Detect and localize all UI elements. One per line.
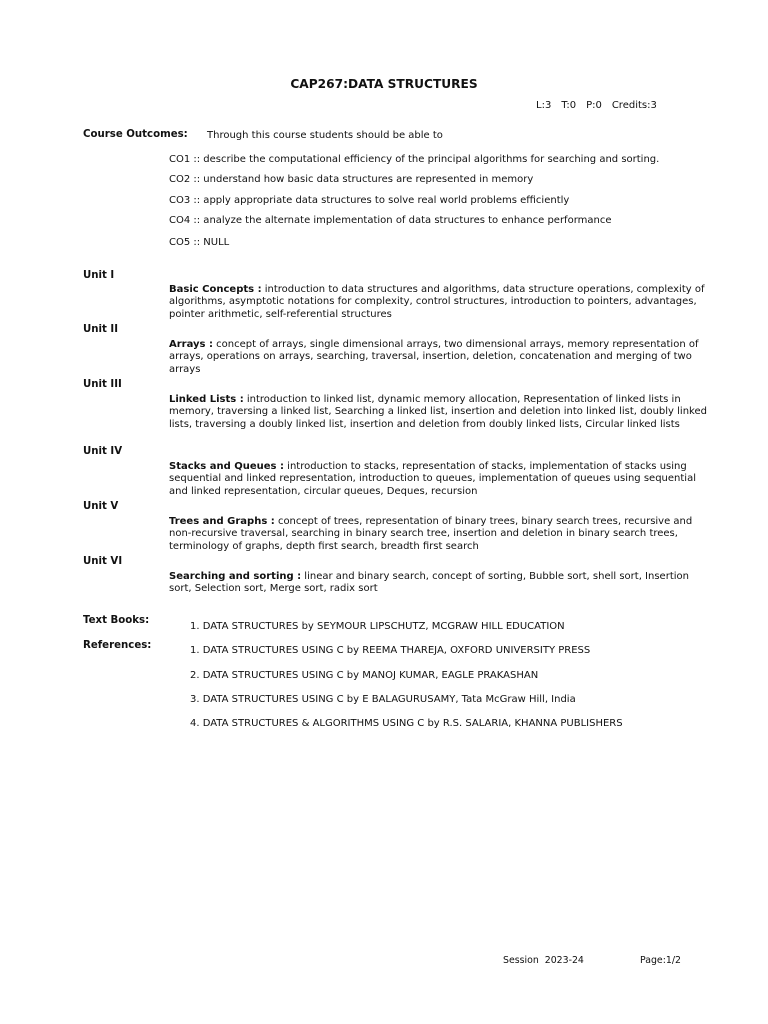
course-title: CAP267:DATA STRUCTURES — [290, 77, 478, 91]
unit-topic: Stacks and Queues : — [169, 461, 284, 472]
unit-description — [169, 461, 709, 498]
references-label: References: — [83, 640, 152, 651]
course-outcome-item: CO3 :: apply appropriate data structures to solve real world problems efficiently — [169, 195, 570, 206]
reference-item: 3. DATA STRUCTURES USING C by E BALAGURUSAMY, Tata McGraw Hill, India — [190, 694, 576, 705]
unit-description — [169, 284, 709, 321]
text-book-item: 1. DATA STRUCTURES by SEYMOUR LIPSCHUTZ, MCGRAW HILL EDUCATION — [190, 621, 565, 632]
unit-label: Unit II — [83, 324, 119, 335]
unit-content: concept of arrays, single dimensional arrays, two dimensional arrays, memory representation of arrays, operations on arrays, searching, traversal, insertion, deletion, concatenation and merging of two arrays — [169, 339, 699, 375]
unit-description — [169, 394, 709, 431]
unit-topic: Trees and Graphs : — [169, 516, 275, 527]
reference-item: 1. DATA STRUCTURES USING C by REEMA THAREJA, OXFORD UNIVERSITY PRESS — [190, 645, 591, 656]
unit-description — [169, 571, 709, 596]
unit-topic: Basic Concepts : — [169, 284, 262, 295]
practical-hours: P:0 — [586, 100, 602, 111]
unit-description — [169, 516, 709, 553]
lecture-hours: L:3 — [536, 100, 552, 111]
unit-content: concept of trees, representation of binary trees, binary search trees, recursive and non-recursive traversal, searching in binary search tree, insertion and deletion in binary search trees, terminology of graphs, depth first search, breadth first search — [169, 516, 693, 552]
unit-label: Unit IV — [83, 446, 123, 457]
course-outcome-item: CO1 :: describe the computational efficiency of the principal algorithms for searching and sorting. — [169, 154, 660, 165]
unit-content: introduction to stacks, representation of stacks, implementation of stacks using sequential and linked representation, introduction to queues, implementation of queues using sequential and linked representation, circular queues, Deques, recursion — [169, 461, 696, 497]
page-number: Page:1/2 — [640, 955, 681, 966]
unit-label: Unit VI — [83, 556, 123, 567]
text-books-label: Text Books: — [83, 615, 150, 626]
unit-topic: Arrays : — [169, 339, 213, 350]
unit-label: Unit III — [83, 379, 122, 390]
session-label: Session 2023-24 — [503, 955, 584, 966]
tutorial-hours: T:0 — [561, 100, 577, 111]
unit-topic: Searching and sorting : — [169, 571, 302, 582]
unit-topic: Linked Lists : — [169, 394, 244, 405]
unit-content: linear and binary search, concept of sorting, Bubble sort, shell sort, Insertion sort, Selection sort, Merge sort, radix sort — [169, 571, 689, 595]
unit-description — [169, 339, 709, 376]
unit-content: introduction to data structures and algorithms, data structure operations, complexity of algorithms, asymptotic notations for complexity, control structures, introduction to pointers, advantages, pointer arithmetic, self-referential structures — [169, 284, 705, 320]
course-outcome-item: CO4 :: analyze the alternate implementation of data structures to enhance performance — [169, 215, 612, 226]
unit-label: Unit I — [83, 270, 115, 281]
course-outcomes-label: Course Outcomes: — [83, 129, 188, 140]
course-outcome-item: CO2 :: understand how basic data structures are represented in memory — [169, 174, 534, 185]
reference-item: 4. DATA STRUCTURES & ALGORITHMS USING C by R.S. SALARIA, KHANNA PUBLISHERS — [190, 718, 623, 729]
reference-item: 2. DATA STRUCTURES USING C by MANOJ KUMAR, EAGLE PRAKASHAN — [190, 670, 539, 681]
credits: Credits:3 — [611, 100, 657, 111]
course-outcome-item: CO5 :: NULL — [169, 237, 230, 248]
unit-content: introduction to linked list, dynamic memory allocation, Representation of linked lists in memory, traversing a linked list, Searching a linked list, insertion and deletion into linked list, doubly linked lists, traversing a doubly linked list, insertion and deletion from doubly linked lists, Circular linked lists — [169, 394, 707, 430]
unit-label: Unit V — [83, 501, 119, 512]
ltp-credits — [536, 100, 667, 111]
course-outcomes-intro: Through this course students should be able to — [207, 130, 443, 141]
